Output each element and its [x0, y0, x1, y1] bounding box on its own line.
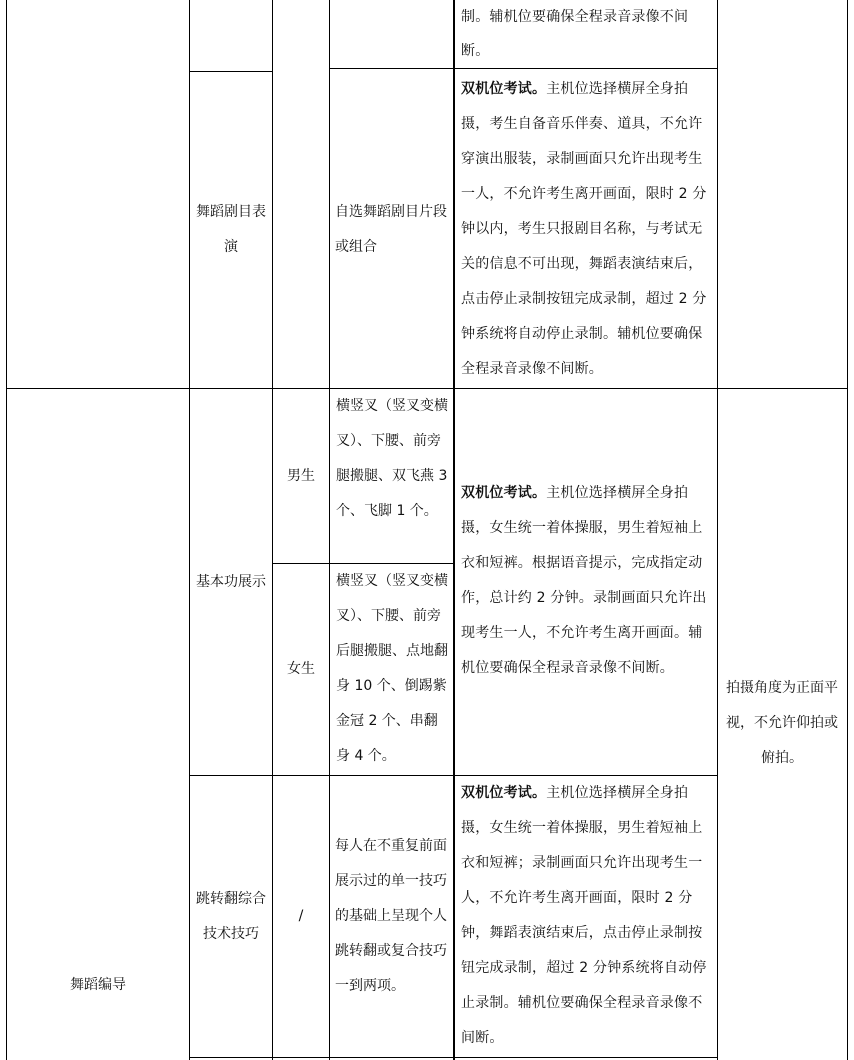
- content-text: 横竖叉（竖叉变横叉）、下腰、前旁腿搬腿、双飞燕 3 个、飞脚 1 个。: [336, 398, 448, 519]
- requirement-bold: 双机位考试。: [461, 785, 547, 801]
- requirement-text: 主机位选择横屏全身拍摄，女生统一着体操服，男生着短袖上衣和短裤；录制画面只允许出现考生一人，不允许考生离开画面，限时 2 分钟，舞蹈表演结束后，点击停止录制按钮完成录制，超过 2 分钟系统将自动停止录制。辅机位要确保全程录音录像不间断。: [461, 785, 707, 1046]
- gender-label: 女生: [287, 661, 315, 677]
- gender-label: 男生: [287, 467, 315, 484]
- gender-label: /: [298, 908, 304, 924]
- requirement-text: 主机位选择横屏全身拍摄，女生统一着体操服，男生着短袖上衣和短裤。根据语音提示，完成指定动作，总计约 2 分钟。录制画面只允许出现考生一人，不允许考生离开画面。辅机位要确保全程录音录像不间断。: [461, 485, 707, 676]
- content-cell-female: [336, 564, 448, 774]
- remark-cell: [722, 668, 842, 778]
- grid-line: [189, 1057, 718, 1058]
- grid-line: [717, 0, 718, 1060]
- grid-line: [847, 0, 848, 1060]
- item-label: 基本功展示: [196, 573, 266, 590]
- requirement-cell-basic-skills: [461, 476, 711, 686]
- requirement-cell-repertoire: [461, 72, 711, 387]
- gender-cell-none: [273, 776, 329, 1057]
- requirement-text: 主机位选择横屏全身拍摄，考生自备音乐伴奏、道具，不允许穿演出服装，录制画面只允许出现考生一人，不允许考生离开画面，限时 2 分钟以内，考生只报剧目名称，与考试无关的信息不可出现，舞蹈表演结束后，点击停止录制按钮完成录制，超过 2 分钟系统将自动停止录制。辅机位要确保全程录音录像不间断。: [461, 81, 707, 377]
- content-text: 每人在不重复前面展示过的单一技巧的基础上呈现个人跳转翻或复合技巧一到两项。: [335, 838, 447, 994]
- requirement-text: 制。辅机位要确保全程录音录像不间断。: [461, 9, 689, 59]
- major-label: 舞蹈编导: [70, 976, 126, 993]
- content-text: 横竖叉（竖叉变横叉）、下腰、前旁后腿搬腿、点地翻身 10 个、倒踢紫金冠 2 个、串翻身 4 个。: [336, 573, 448, 764]
- grid-line: [453, 0, 455, 1060]
- item-cell-jump-turn: [196, 776, 266, 1057]
- grid-line: [6, 0, 7, 1060]
- grid-line: [189, 0, 190, 1060]
- item-label: 跳转翻综合技术技巧: [196, 890, 266, 942]
- item-cell-basic-skills: [196, 389, 266, 775]
- gender-cell-female: [273, 564, 329, 775]
- content-cell-repertoire: [335, 72, 447, 388]
- gender-cell-male: [273, 389, 329, 563]
- requirement-bold: 双机位考试。: [461, 485, 547, 501]
- content-cell-male: [336, 389, 448, 529]
- requirement-cell-continuation: [461, 0, 711, 68]
- content-cell-jump-turn: [335, 776, 448, 1057]
- item-cell-repertoire: [196, 72, 266, 388]
- major-cell: [7, 960, 189, 1010]
- content-text: 自选舞蹈剧目片段或组合: [335, 204, 447, 255]
- grid-line: [329, 68, 717, 69]
- requirement-bold: 双机位考试。: [461, 81, 547, 97]
- grid-line: [329, 0, 330, 1060]
- remark-text: 拍摄角度为正面平视，不允许仰拍或俯拍。: [726, 679, 838, 766]
- item-label: 舞蹈剧目表演: [196, 204, 266, 255]
- requirement-cell-jump-turn: [461, 776, 711, 1056]
